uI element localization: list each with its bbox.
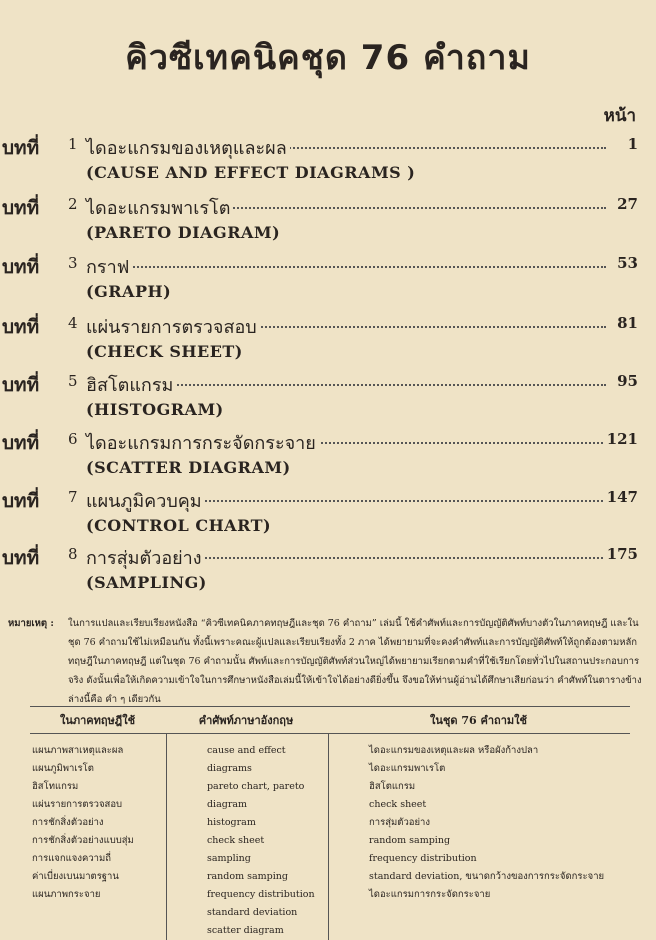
table-cell: ไดอะแกรมการกระจัดกระจาย xyxy=(369,889,491,900)
chapter-page: 121 xyxy=(604,430,638,448)
chapter-number: 5 xyxy=(68,372,78,390)
chapter-english-title: (GRAPH) xyxy=(86,282,172,301)
chapter-english-title: (SAMPLING) xyxy=(86,573,207,592)
terminology-table xyxy=(30,706,630,940)
chapter-title: ฮิสโตแกรม xyxy=(86,370,176,399)
chapter-english-title: (CHECK SHEET) xyxy=(86,342,243,361)
header-qc76: ในชุด 76 คำถามใช้ xyxy=(430,714,527,727)
chapter-row xyxy=(0,133,640,157)
table-cell: sampling xyxy=(206,853,251,864)
table-cell: check sheet xyxy=(206,835,265,846)
chapter-page: 53 xyxy=(614,254,638,272)
note-text: ในการแปลและเรียบเรียงหนังสือ “คิวซีเทคนิคภาคทฤษฎีและชุด 76 คำถาม” เล่มนี้ ใช้คำศัพท์และการบัญญัติศัพท์บางตัวในภาคทฤษฎี และในชุด 76 คำถามใช้ไม่เหมือนกัน ทั้งนี้เพราะคณะผู้แปลและเรียบเรียงทั้ง 2 ภาค ได้พยายามที่จะคงคำศัพท์และการบัญญัติศัพท์ให้ถูกต้องตามหลักทฤษฎีในภาคทฤษฎี แต่ในชุด 76 คำถามนั้น ศัพท์และการบัญญัติศัพท์ส่วนใหญ่ได้พยายามเรียกตามคำที่ใช้เรียกโดยทั่วไปในสถานประกอบการจริง ดังนั้นเพื่อให้เกิดความเข้าใจในการศึกษาหนังสือเล่มนี้ให้เข้าใจได้อย่างดียิ่งขึ้น จึงขอให้ท่านผู้อ่านได้ศึกษาเสียก่อนว่า คำศัพท์ในตารางข้างล่างนี้คือ คำ ๆ เดียวกัน xyxy=(68,618,642,705)
table-cell: ค่าเบี่ยงเบนมาตรฐาน xyxy=(32,871,119,882)
chapter-number: 3 xyxy=(68,254,78,272)
column-english xyxy=(166,734,329,940)
table-cell: แผนภูมิพาเรโต xyxy=(32,763,94,774)
chapter-label: บทที่ xyxy=(2,547,40,569)
table-cell: ไดอะแกรมพาเรโต xyxy=(369,763,446,774)
chapter-label: บทที่ xyxy=(2,256,40,278)
chapter-label: บทที่ xyxy=(2,197,40,219)
table-cell: แผนภาพสาเหตุและผล xyxy=(32,745,124,756)
column-theory xyxy=(30,734,166,940)
chapter-page: 95 xyxy=(614,372,638,390)
chapter-label: บทที่ xyxy=(2,490,40,512)
chapter-page: 175 xyxy=(604,545,638,563)
table-cell: random samping xyxy=(206,871,288,882)
chapter-row xyxy=(0,543,640,567)
chapter-title: การสุ่มตัวอย่าง xyxy=(86,543,205,572)
table-cell: pareto chart, pareto diagram xyxy=(206,781,305,810)
chapter-page: 1 xyxy=(625,135,638,153)
table-cell: random samping xyxy=(369,835,451,846)
chapter-label: บทที่ xyxy=(2,432,40,454)
chapter-label: บทที่ xyxy=(2,374,40,396)
table-cell: scatter diagram xyxy=(206,925,284,936)
chapter-row xyxy=(0,486,640,510)
table-cell: check sheet xyxy=(369,799,427,810)
chapter-page: 27 xyxy=(614,195,638,213)
note-label: หมายเหตุ : xyxy=(8,618,54,629)
table-cell: แผนภาพกระจาย xyxy=(32,889,101,900)
chapter-english-title: (CAUSE AND EFFECT DIAGRAMS ) xyxy=(86,163,416,182)
chapter-title: แผนภูมิควบคุม xyxy=(86,486,205,515)
chapter-title: ไดอะแกรมพาเรโต xyxy=(86,193,233,222)
chapter-english-title: (HISTOGRAM) xyxy=(86,400,224,419)
table-cell: standard deviation xyxy=(206,907,298,918)
table-cell: frequency distribution xyxy=(206,889,315,900)
table-cell: การชักสิ่งตัวอย่าง xyxy=(32,817,104,828)
chapter-title: กราฟ xyxy=(86,252,132,281)
table-cell: การสุ่มตัวอย่าง xyxy=(369,817,431,828)
chapter-title: ไดอะแกรมของเหตุและผล xyxy=(86,133,290,162)
chapter-number: 2 xyxy=(68,195,78,213)
chapter-row xyxy=(0,193,640,217)
table-cell: ฮิสโตแกรม xyxy=(369,781,416,792)
table-header xyxy=(30,707,630,734)
chapter-number: 1 xyxy=(68,135,78,153)
header-english: คำศัพท์ภาษาอังกฤษ xyxy=(198,714,294,727)
chapter-english-title: (CONTROL CHART) xyxy=(86,516,272,535)
chapter-number: 7 xyxy=(68,488,78,506)
chapter-label: บทที่ xyxy=(2,137,40,159)
page-column-header: หน้า xyxy=(603,106,636,126)
chapter-row xyxy=(0,252,640,276)
chapter-english-title: (SCATTER DIAGRAM) xyxy=(86,458,291,477)
chapter-row xyxy=(0,370,640,394)
chapter-page: 81 xyxy=(614,314,638,332)
table-cell: ฮิสโทแกรม xyxy=(32,781,79,792)
column-qc76 xyxy=(329,734,630,940)
table-cell: cause and effect diagrams xyxy=(206,745,286,774)
table-cell: การแจกแจงความถี่ xyxy=(32,853,111,864)
table-cell: การชักสิ่งตัวอย่างแบบสุ่ม xyxy=(32,835,134,846)
table-cell: ไดอะแกรมของเหตุและผล หรือผังก้างปลา xyxy=(369,745,539,756)
chapter-number: 6 xyxy=(68,430,78,448)
table-cell: standard deviation, ขนาดกว้างของการกระจัดกระจาย xyxy=(369,871,605,882)
chapter-row xyxy=(0,428,640,452)
chapter-number: 4 xyxy=(68,314,78,332)
table-cell: histogram xyxy=(206,817,256,828)
chapter-english-title: (PARETO DIAGRAM) xyxy=(86,223,281,242)
chapter-page: 147 xyxy=(604,488,638,506)
chapter-label: บทที่ xyxy=(2,316,40,338)
chapter-number: 8 xyxy=(68,545,78,563)
chapter-title: แผ่นรายการตรวจสอบ xyxy=(86,312,260,341)
chapter-title: ไดอะแกรมการกระจัดกระจาย xyxy=(86,428,319,457)
chapter-row xyxy=(0,312,640,336)
page-title: คิวซีเทคนิคชุด 76 คำถาม xyxy=(125,38,531,78)
note xyxy=(8,614,643,709)
leader-dots xyxy=(86,266,606,268)
header-theory: ในภาคทฤษฎีใช้ xyxy=(59,714,136,727)
table-cell: แผ่นรายการตรวจสอบ xyxy=(32,799,123,810)
table-cell: frequency distribution xyxy=(369,853,477,864)
